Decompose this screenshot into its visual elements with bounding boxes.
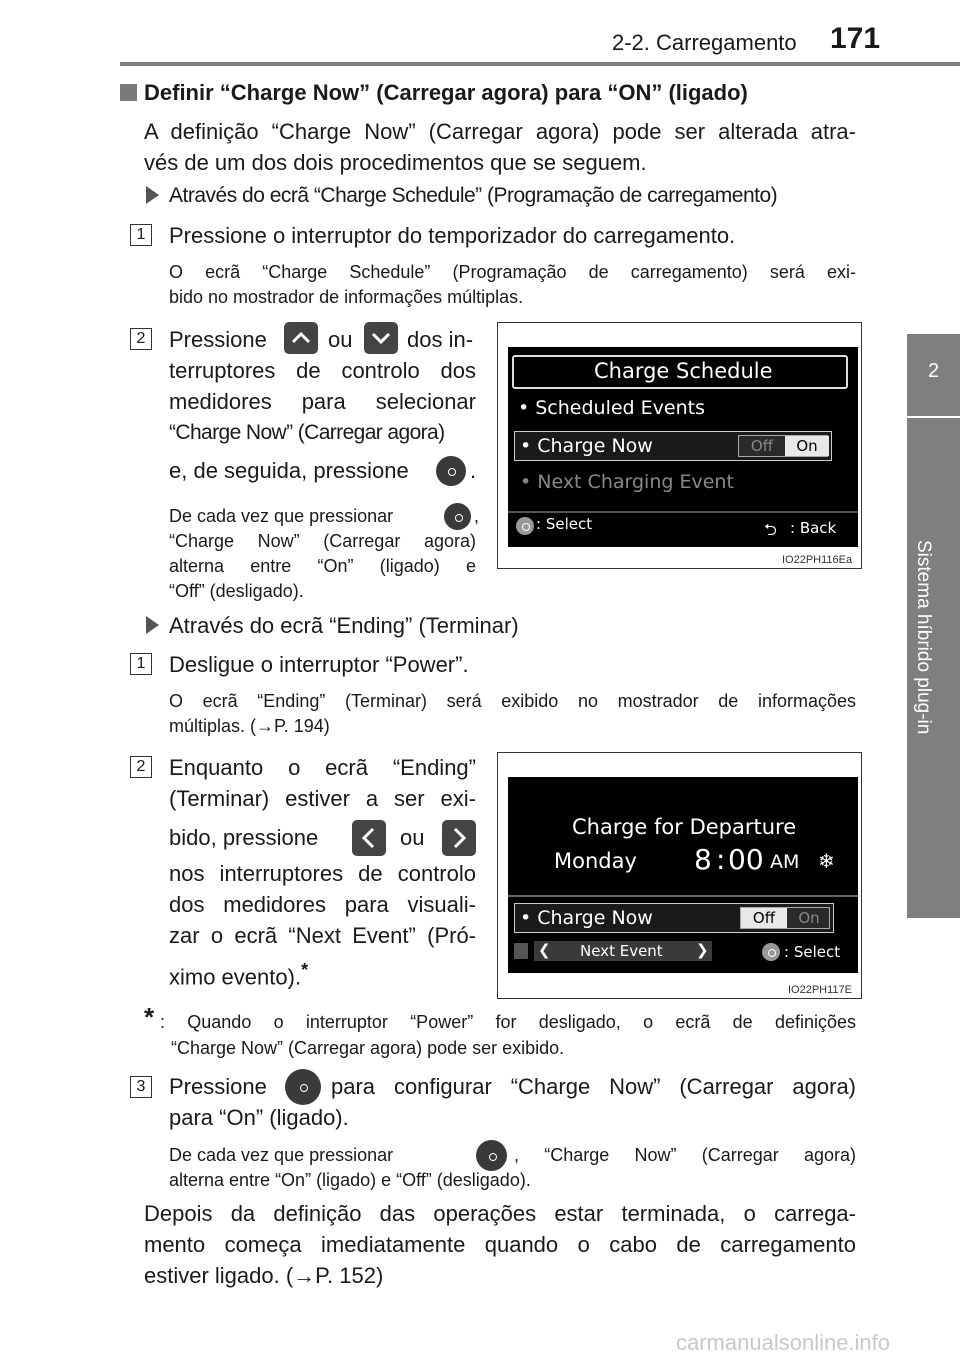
asterisk-mark: * xyxy=(301,960,309,980)
charge-now-toggle xyxy=(738,435,828,457)
method2-title: Através do ecrã “Ending” (Terminar) xyxy=(169,613,519,638)
method1-step2-line1c: dos in- xyxy=(407,327,474,352)
menu-item-scheduled-events: • Scheduled Events xyxy=(518,397,705,419)
intro-line-1: A definição “Charge Now” (Carregar agora) pode ser alterada atra- xyxy=(144,119,856,144)
footnote-line-2: “Charge Now” (Carregar agora) pode ser exibido. xyxy=(171,1038,565,1058)
footnote-mark: * xyxy=(144,1002,155,1032)
method1-title: Através do ecrã “Charge Schedule” (Programação de carregamento) xyxy=(169,184,778,207)
method1-step2-note-line2: alterna entre “On” (ligado) e xyxy=(169,556,476,576)
step-number: 1 xyxy=(130,653,152,675)
select-hint: : Select xyxy=(536,515,593,533)
chapter-tab-number: 2 xyxy=(907,334,960,416)
method2-step3-line1b: para configurar “Charge Now” (Carregar agora) xyxy=(331,1074,856,1099)
section-heading: Definir “Charge Now” (Carregar agora) para “ON” (ligado) xyxy=(144,80,748,105)
method2-step3-line2: para “On” (ligado). xyxy=(169,1105,349,1130)
method2-step3-line1a: Pressione xyxy=(169,1074,267,1099)
method1-step2-line5a: e, de seguida, pressione xyxy=(169,458,409,483)
method1-step2-note-line1: “Charge Now” (Carregar agora) xyxy=(169,531,476,551)
section-title: 2-2. Carregamento xyxy=(612,30,797,55)
enter-button-icon xyxy=(285,1069,321,1105)
screen-divider xyxy=(508,895,858,897)
method1-step1-text: Pressione o interruptor do temporizador do carregamento. xyxy=(169,223,736,248)
watermark: carmanualsonline.info xyxy=(676,1330,891,1355)
charge-now-toggle xyxy=(740,907,830,929)
menu-item-charge-now: • Charge Now xyxy=(520,435,653,457)
closing-line-1: Depois da definição das operações estar terminada, o carrega- xyxy=(144,1201,856,1226)
header-rule xyxy=(120,62,960,66)
departure-hour: 8 xyxy=(694,843,712,876)
step-number: 3 xyxy=(130,1076,152,1098)
figure-charge-for-departure xyxy=(497,752,862,999)
method2-step1-text: Desligue o interruptor “Power”. xyxy=(169,652,469,677)
enter-button-icon xyxy=(444,503,471,530)
enter-button-icon xyxy=(476,1140,507,1171)
intro-line-2: vés de um dos dois procedimentos que se seguem. xyxy=(144,150,647,175)
figure-id: IO22PH117E xyxy=(788,984,853,996)
toggle-off-label: Off xyxy=(741,908,787,928)
closing-line-3: estiver ligado. (→P. 152) xyxy=(144,1263,384,1288)
method2-step2-line6: zar o ecrã “Next Event” (Pró- xyxy=(169,923,476,948)
closing-line-2: mento começa imediatamente quando o cabo de carregamento xyxy=(144,1232,856,1257)
departure-ampm: AM xyxy=(770,851,800,873)
menu-item-charge-now: • Charge Now xyxy=(520,907,653,929)
left-arrow-icon: ❮ xyxy=(538,941,551,959)
method2-step2-line2: (Terminar) estiver a ser exi- xyxy=(169,786,476,811)
select-knob-icon xyxy=(516,517,534,535)
screen-title: Charge Schedule xyxy=(594,359,773,383)
method2-step2-line5: dos medidores para visuali- xyxy=(169,892,476,917)
method2-step2-line3b: ou xyxy=(400,825,425,850)
enter-button-icon xyxy=(436,456,466,486)
climate-fan-icon: ❄ xyxy=(818,849,835,873)
method1-step2-line1b: ou xyxy=(328,327,353,352)
step-number: 2 xyxy=(130,756,152,778)
chevron-up-icon xyxy=(284,322,318,354)
screen-title: Charge for Departure xyxy=(572,815,797,839)
display-screen xyxy=(508,777,858,973)
method2-step2-line1: Enquanto o ecrã “Ending” xyxy=(169,755,476,780)
select-hint: : Select xyxy=(784,943,841,961)
menu-item-next-charging-event: • Next Charging Event xyxy=(520,471,734,493)
method2-step2-line3a: bido, pressione xyxy=(169,825,319,850)
method1-step2-note-a: De cada vez que pressionar xyxy=(169,506,394,526)
departure-day: Monday xyxy=(554,849,637,873)
departure-minutes: 00 xyxy=(728,843,764,876)
method2-step1-note-2: múltiplas. (→P. 194) xyxy=(169,716,330,736)
method1-step2-note-b: , xyxy=(474,506,480,526)
step-number: 2 xyxy=(130,328,152,350)
method2-step3-note-line2: alterna entre “On” (ligado) e “Off” (desligado). xyxy=(169,1170,531,1190)
chevron-right-icon xyxy=(442,820,476,856)
method2-step1-note-1: O ecrã “Ending” (Terminar) será exibido no mostrador de informações xyxy=(169,691,856,711)
back-arrow-icon: ⮌ xyxy=(764,520,777,539)
toggle-on-label: On xyxy=(798,909,820,927)
method-arrow-icon xyxy=(146,616,159,634)
figure-id: IO22PH116Ea xyxy=(782,554,853,566)
screen-divider xyxy=(508,511,858,513)
display-screen xyxy=(508,347,858,547)
method2-step3-note-b: , “Charge Now” (Carregar agora) xyxy=(514,1145,856,1165)
method2-step2-line7-text: ximo evento). xyxy=(169,964,302,990)
select-knob-icon xyxy=(762,943,780,961)
method1-step1-note-2: bido no mostrador de informações múltiplas. xyxy=(169,287,524,307)
page-number: 171 xyxy=(830,22,881,55)
page-indicator xyxy=(514,943,528,959)
method-arrow-icon xyxy=(146,186,159,204)
method1-step2-line4: “Charge Now” (Carregar agora) xyxy=(169,421,445,444)
method2-step2-line7 xyxy=(169,955,308,992)
method1-step1-note-1: O ecrã “Charge Schedule” (Programação de carregamento) será exi- xyxy=(169,262,856,282)
method1-step2-line1a: Pressione xyxy=(169,327,267,352)
chapter-tab-label: Sistema híbrido plug-in xyxy=(913,540,934,735)
chevron-left-icon xyxy=(352,820,386,856)
toggle-on-label: On xyxy=(785,436,829,456)
next-event-label: Next Event xyxy=(580,942,663,960)
method1-step2-line3: medidores para selecionar xyxy=(169,389,476,414)
time-separator: : xyxy=(716,843,726,876)
right-arrow-icon: ❯ xyxy=(696,941,709,959)
footnote-line-1: : Quando o interruptor “Power” for desligado, o ecrã de definições xyxy=(160,1012,856,1032)
chevron-down-icon xyxy=(364,322,398,354)
method2-step3-note-a: De cada vez que pressionar xyxy=(169,1145,394,1165)
back-hint: : Back xyxy=(790,519,837,537)
method1-step2-line2: terruptores de controlo dos xyxy=(169,358,476,383)
step-number: 1 xyxy=(130,224,152,246)
heading-bullet-icon xyxy=(120,84,137,101)
toggle-off-label: Off xyxy=(750,437,774,455)
method1-step2-note-line3: “Off” (desligado). xyxy=(169,581,304,601)
method2-step2-line4: nos interruptores de controlo xyxy=(169,861,476,886)
method1-step2-line5b: . xyxy=(470,458,477,483)
figure-charge-schedule xyxy=(497,322,862,569)
